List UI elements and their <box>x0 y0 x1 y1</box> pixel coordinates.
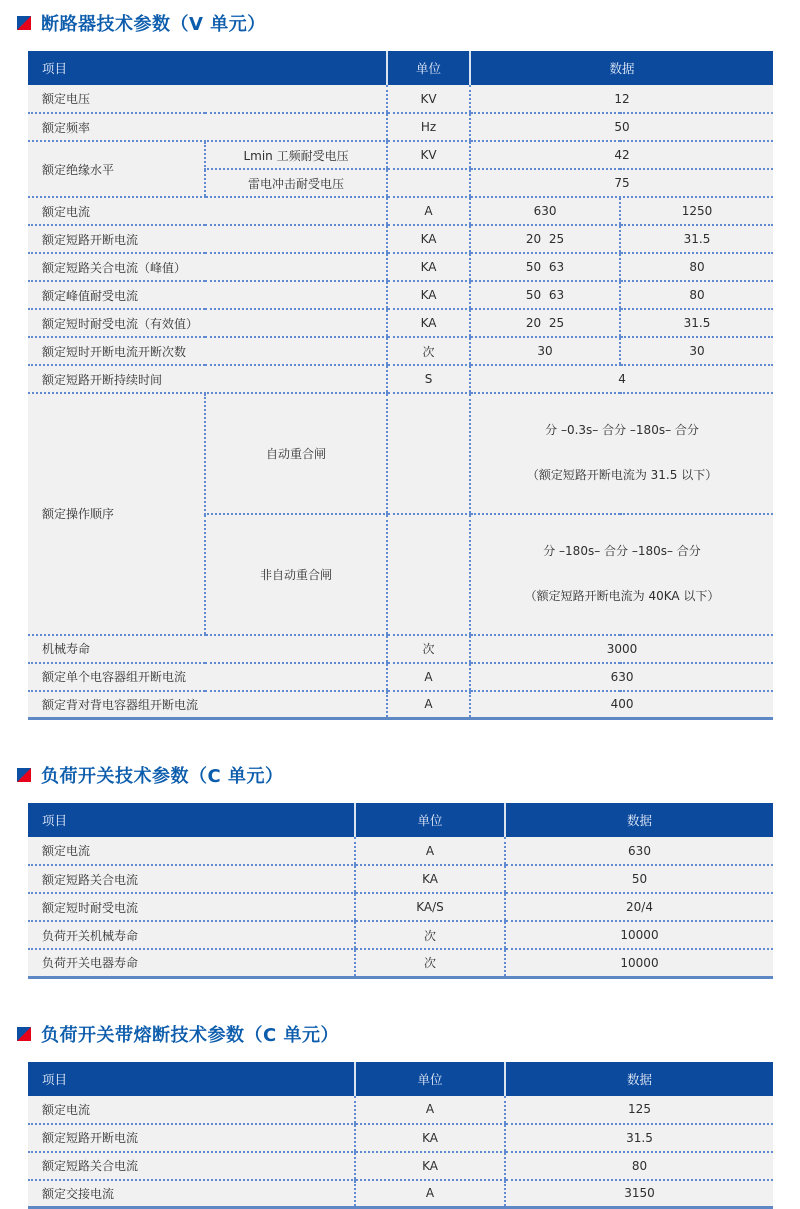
item-cell: 机械寿命 <box>28 635 387 663</box>
unit-cell: A <box>355 1096 505 1124</box>
item-cell: 额定短路开断持续时间 <box>28 365 387 393</box>
sequence-line-2: （额定短路开断电流为 31.5 以下） <box>526 468 718 483</box>
section-title-text: 断路器技术参数（V 单元） <box>41 14 266 35</box>
table-row <box>28 337 773 365</box>
section-load-switch <box>28 762 773 979</box>
section-breaker <box>28 10 773 720</box>
load-switch-spec-table <box>28 803 773 979</box>
item-cell: 额定短路关合电流 <box>28 1152 355 1180</box>
header-item: 项目 <box>28 803 355 837</box>
table-header-row <box>28 1062 773 1096</box>
unit-cell: 次 <box>387 337 470 365</box>
item-cell: 额定电流 <box>28 1096 355 1124</box>
unit-cell: KA <box>387 253 470 281</box>
data-cell: 3150 <box>505 1180 773 1208</box>
header-data: 数据 <box>505 1062 773 1096</box>
unit-cell: KA/S <box>355 893 505 921</box>
unit-cell: KA <box>355 865 505 893</box>
table-row <box>28 921 773 949</box>
header-data: 数据 <box>470 51 773 85</box>
header-item: 项目 <box>28 1062 355 1096</box>
table-row <box>28 635 773 663</box>
table-row <box>28 837 773 865</box>
data-cell: 12 <box>470 85 773 113</box>
item-cell: 额定短路关合电流 <box>28 865 355 893</box>
data-cell: 75 <box>470 169 773 197</box>
table-row <box>28 281 773 309</box>
data-cell-1: 20 25 <box>470 225 620 253</box>
table-row <box>28 663 773 691</box>
data-cell: 4 <box>470 365 773 393</box>
table-row <box>28 949 773 977</box>
data-cell-2: 30 <box>620 337 773 365</box>
sequence-line-1: 分 –180s– 合分 –180s– 合分 <box>543 543 701 558</box>
header-data: 数据 <box>505 803 773 837</box>
data-cell: 80 <box>505 1152 773 1180</box>
table-row <box>28 865 773 893</box>
table-header-row <box>28 803 773 837</box>
data-cell <box>470 393 773 514</box>
data-cell-2: 80 <box>620 253 773 281</box>
item-cell: 额定短时开断电流开断次数 <box>28 337 387 365</box>
unit-cell: A <box>387 663 470 691</box>
unit-cell: A <box>387 691 470 719</box>
unit-cell: A <box>387 197 470 225</box>
sequence-line-2: （额定短路开断电流为 40KA 以下） <box>524 589 720 604</box>
table-row <box>28 393 773 514</box>
unit-cell: KV <box>387 85 470 113</box>
item-cell: 额定频率 <box>28 113 387 141</box>
data-cell-2: 31.5 <box>620 225 773 253</box>
item-cell: 额定短路开断电流 <box>28 1124 355 1152</box>
data-cell: 125 <box>505 1096 773 1124</box>
table-row <box>28 113 773 141</box>
item-cell: 额定电流 <box>28 197 387 225</box>
item-cell-group: 额定绝缘水平 <box>28 141 205 197</box>
data-cell-1: 20 25 <box>470 309 620 337</box>
data-cell-2: 80 <box>620 281 773 309</box>
header-unit: 单位 <box>387 51 470 85</box>
table-row <box>28 141 773 169</box>
unit-cell: KA <box>387 309 470 337</box>
unit-cell: KA <box>387 225 470 253</box>
item-cell: 额定交接电流 <box>28 1180 355 1208</box>
unit-cell: KA <box>355 1152 505 1180</box>
sequence-line-1: 分 –0.3s– 合分 –180s– 合分 <box>545 423 699 437</box>
header-item: 项目 <box>28 51 387 85</box>
item-cell: 额定短时耐受电流 <box>28 893 355 921</box>
unit-cell: 次 <box>355 949 505 977</box>
table-row <box>28 225 773 253</box>
unit-cell: S <box>387 365 470 393</box>
data-cell-1: 50 63 <box>470 253 620 281</box>
section-load-switch-fuse <box>28 1021 773 1209</box>
section-title-load-switch-fuse <box>17 1021 773 1047</box>
data-cell: 50 <box>470 113 773 141</box>
header-unit: 单位 <box>355 1062 505 1096</box>
section-marker-icon <box>17 1027 31 1041</box>
data-cell: 10000 <box>505 949 773 977</box>
data-cell-1: 50 63 <box>470 281 620 309</box>
data-cell: 42 <box>470 141 773 169</box>
sub-item-cell: 雷电冲击耐受电压 <box>205 169 387 197</box>
section-title-load-switch <box>17 762 773 788</box>
item-cell: 负荷开关机械寿命 <box>28 921 355 949</box>
breaker-spec-table <box>28 51 773 720</box>
table-row <box>28 85 773 113</box>
item-cell: 额定短路开断电流 <box>28 225 387 253</box>
data-cell-1: 30 <box>470 337 620 365</box>
table-row <box>28 253 773 281</box>
table-row <box>28 691 773 719</box>
table-row <box>28 309 773 337</box>
section-title-text: 负荷开关技术参数（C 单元） <box>41 766 284 788</box>
data-cell: 50 <box>505 865 773 893</box>
unit-cell <box>387 169 470 197</box>
sub-item-cell: 非自动重合闸 <box>205 514 387 635</box>
unit-cell: KV <box>387 141 470 169</box>
section-title-breaker <box>17 10 773 36</box>
unit-cell: Hz <box>387 113 470 141</box>
unit-cell: KA <box>387 281 470 309</box>
table-row <box>28 893 773 921</box>
unit-cell <box>387 514 470 635</box>
table-row <box>28 1152 773 1180</box>
table-row <box>28 197 773 225</box>
data-cell: 20/4 <box>505 893 773 921</box>
unit-cell <box>387 393 470 514</box>
table-row <box>28 365 773 393</box>
data-cell-2: 1250 <box>620 197 773 225</box>
unit-cell: KA <box>355 1124 505 1152</box>
header-unit: 单位 <box>355 803 505 837</box>
data-cell <box>470 514 773 635</box>
data-cell: 630 <box>505 837 773 865</box>
sub-item-cell: 自动重合闸 <box>205 393 387 514</box>
load-switch-fuse-spec-table <box>28 1062 773 1209</box>
item-cell: 额定单个电容器组开断电流 <box>28 663 387 691</box>
data-cell-1: 630 <box>470 197 620 225</box>
table-header-row <box>28 51 773 85</box>
item-cell: 额定背对背电容器组开断电流 <box>28 691 387 719</box>
section-marker-icon <box>17 768 31 782</box>
sub-item-cell: Lmin 工频耐受电压 <box>205 141 387 169</box>
section-marker-icon <box>17 16 31 30</box>
unit-cell: A <box>355 837 505 865</box>
item-cell: 额定峰值耐受电流 <box>28 281 387 309</box>
item-cell: 负荷开关电器寿命 <box>28 949 355 977</box>
data-cell: 630 <box>470 663 773 691</box>
item-cell-group: 额定操作顺序 <box>28 393 205 635</box>
data-cell-2: 31.5 <box>620 309 773 337</box>
data-cell: 10000 <box>505 921 773 949</box>
item-cell: 额定短路关合电流（峰值） <box>28 253 387 281</box>
table-row <box>28 1124 773 1152</box>
data-cell: 3000 <box>470 635 773 663</box>
item-cell: 额定电压 <box>28 85 387 113</box>
table-row <box>28 1096 773 1124</box>
unit-cell: 次 <box>355 921 505 949</box>
unit-cell: 次 <box>387 635 470 663</box>
data-cell: 31.5 <box>505 1124 773 1152</box>
section-title-text: 负荷开关带熔断技术参数（C 单元） <box>41 1024 339 1046</box>
item-cell: 额定短时耐受电流（有效值） <box>28 309 387 337</box>
unit-cell: A <box>355 1180 505 1208</box>
table-row <box>28 1180 773 1208</box>
data-cell: 400 <box>470 691 773 719</box>
item-cell: 额定电流 <box>28 837 355 865</box>
